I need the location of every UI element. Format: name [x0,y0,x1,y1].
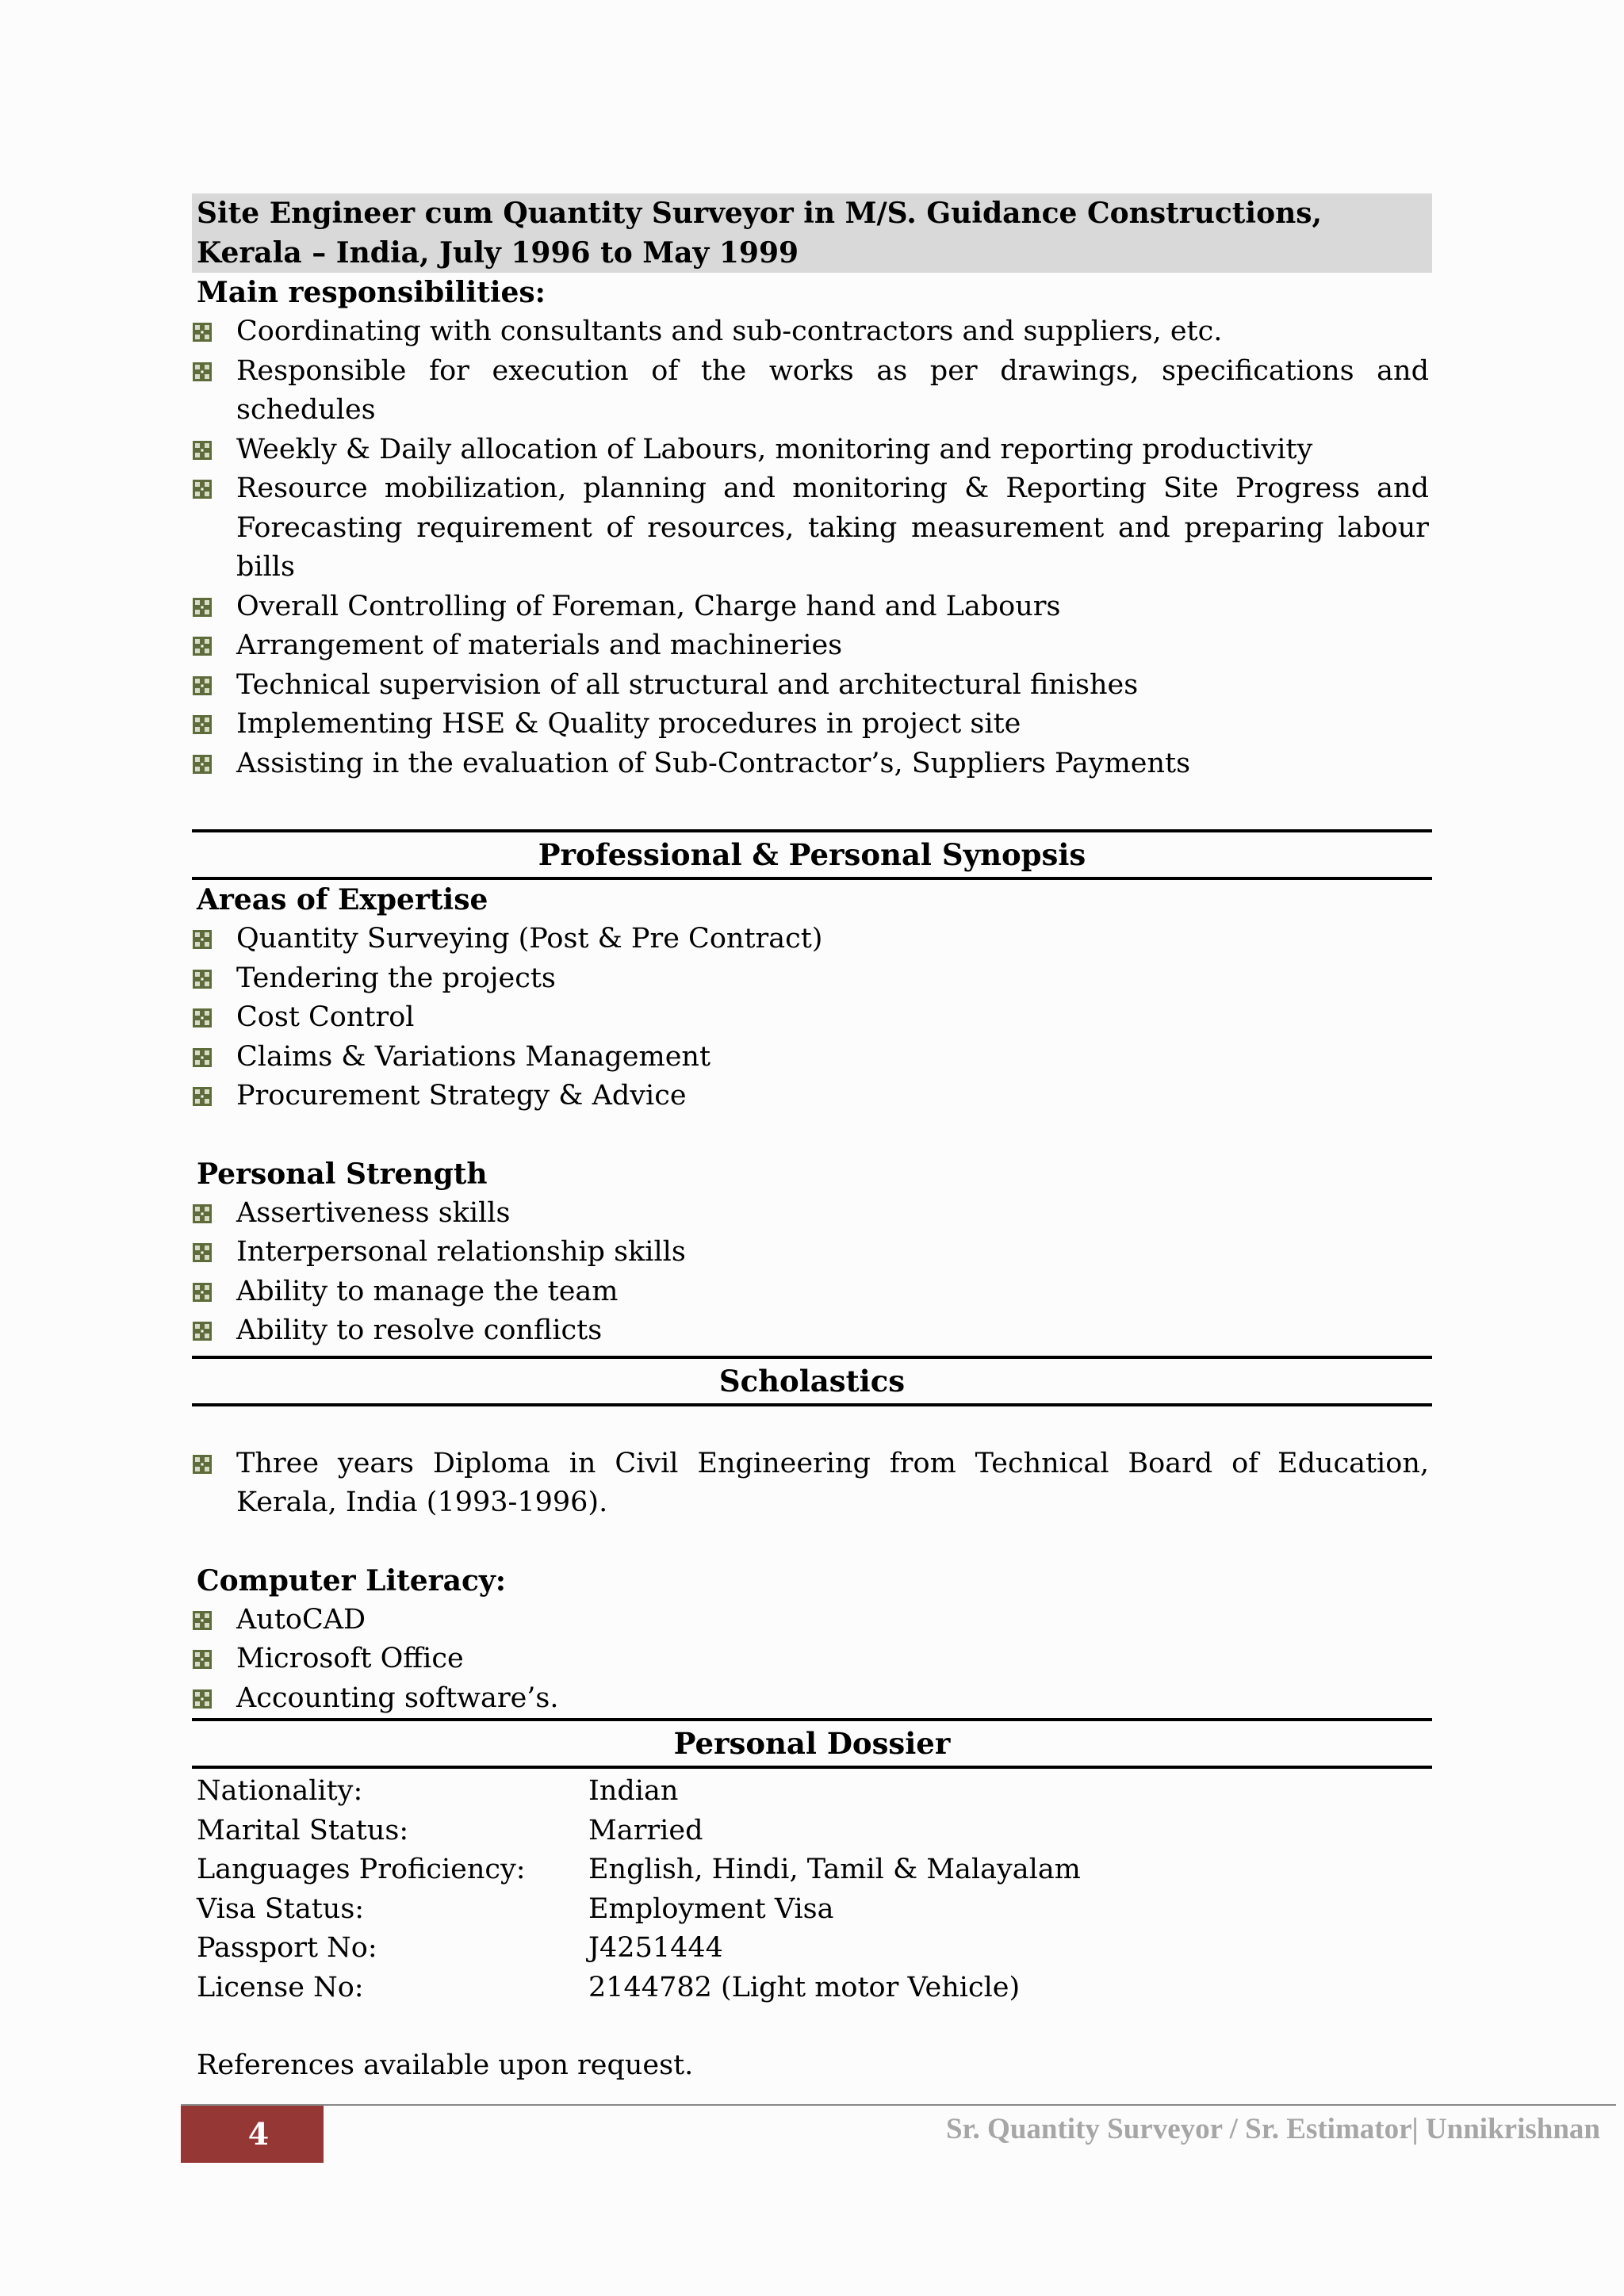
list-item-text: Interpersonal relationship skills [236,1236,686,1268]
resume-page-content [192,193,1432,2085]
page-footer [181,2104,1616,2163]
list-item-text: Implementing HSE & Quality procedures in project site [236,708,1021,740]
dossier-row [192,1812,1432,1851]
expertise-heading: Areas of Expertise [197,883,488,916]
list-item-text: Arrangement of materials and machineries [236,629,843,661]
dossier-table [192,1772,1432,2007]
list-item-text: Claims & Variations Management [236,1040,711,1073]
list-item-text: Coordinating with consultants and sub-contractors and suppliers, etc. [236,316,1223,347]
strength-heading: Personal Strength [197,1157,488,1191]
dossier-label: Marital Status: [197,1814,409,1846]
square-bullet-icon [192,322,213,342]
square-bullet-icon [192,1689,213,1709]
list-item-text: Assisting in the evaluation of Sub-Contractor’s, Suppliers Payments [236,747,1191,779]
list-item [192,587,1432,627]
list-item [192,744,1432,784]
list-item-text: AutoCAD [236,1603,366,1636]
square-bullet-icon [192,714,213,735]
list-item [192,959,1432,999]
list-item [192,430,1432,470]
responsibilities-heading: Main responsibilities: [197,276,546,309]
list-item [192,626,1432,666]
list-item [192,312,1432,352]
list-item-text: Accounting software’s. [236,1682,559,1714]
dossier-label: Passport No: [197,1932,377,1964]
computer-list [192,1601,1432,1719]
square-bullet-icon [192,1242,213,1263]
list-item-text: Procurement Strategy & Advice [236,1080,687,1112]
list-item [192,920,1432,959]
list-item-text: Overall Controlling of Foreman, Charge hand and Labours [236,590,1061,622]
dossier-label: Visa Status: [197,1892,365,1925]
list-item [192,1038,1432,1077]
list-item [192,705,1432,744]
list-item [192,666,1432,706]
square-bullet-icon [192,675,213,696]
responsibilities-list [192,312,1432,783]
dossier-label: Nationality: [197,1775,363,1807]
list-item [192,469,1432,587]
dossier-value: Employment Visa [588,1892,834,1925]
list-item-text: Quantity Surveying (Post & Pre Contract) [236,923,823,955]
list-item [192,1640,1432,1679]
square-bullet-icon [192,479,213,499]
dossier-value: 2144782 (Light motor Vehicle) [588,1971,1021,2003]
square-bullet-icon [192,1047,213,1068]
scholastics-list [192,1445,1432,1523]
dossier-row [192,1772,1432,1812]
square-bullet-icon [192,597,213,618]
square-bullet-icon [192,1086,213,1107]
list-item-text: Three years Diploma in Civil Engineering from Technical Board of Education, Kerala, India (1993-1996). [236,1447,1429,1518]
list-item [192,1194,1432,1234]
dossier-value: J4251444 [588,1932,723,1964]
square-bullet-icon [192,1610,213,1631]
dossier-label: License No: [197,1971,364,2003]
list-item-text: Weekly & Daily allocation of Labours, monitoring and reporting productivity [236,433,1313,465]
list-item-text: Tendering the projects [236,962,556,994]
list-item-text: Assertiveness skills [236,1196,511,1229]
square-bullet-icon [192,1649,213,1670]
section-title: Professional & Personal Synopsis [538,837,1086,872]
square-bullet-icon [192,929,213,950]
footer-title: Sr. Quantity Surveyor / Sr. Estimator| Unnikrishnan [945,2113,1600,2145]
dossier-label: Languages Proficiency: [197,1854,526,1885]
computer-literacy-heading: Computer Literacy: [197,1563,507,1598]
list-item [192,998,1432,1038]
list-item-text: Ability to resolve conflicts [236,1314,603,1346]
list-item [192,1077,1432,1116]
references-note: References available upon request. [197,2049,694,2081]
list-item-text: Responsible for execution of the works as per drawings, specifications and schedules [236,354,1429,426]
synopsis-section-header [192,829,1432,880]
square-bullet-icon [192,440,213,461]
list-item [192,1311,1432,1351]
square-bullet-icon [192,1282,213,1303]
list-item [192,1445,1432,1523]
list-item-text: Resource mobilization, planning and monitoring & Reporting Site Progress and Forecasting requirement of resources, taking measurement and preparing labour bills [236,473,1429,583]
dossier-section-header [192,1718,1432,1769]
list-item-text: Ability to manage the team [236,1275,619,1307]
square-bullet-icon [192,1008,213,1028]
list-item [192,1679,1432,1719]
list-item-text: Microsoft Office [236,1643,464,1674]
list-item [192,352,1432,430]
expertise-list [192,920,1432,1116]
square-bullet-icon [192,754,213,775]
list-item [192,1601,1432,1640]
list-item [192,1272,1432,1312]
square-bullet-icon [192,636,213,656]
square-bullet-icon [192,1321,213,1341]
square-bullet-icon [192,1454,213,1475]
section-title: Scholastics [718,1363,906,1399]
square-bullet-icon [192,362,213,382]
square-bullet-icon [192,1203,213,1224]
page-number: 4 [181,2106,324,2163]
dossier-value: Indian [588,1775,679,1807]
dossier-row [192,1890,1432,1930]
list-item-text: Technical supervision of all structural and architectural finishes [236,668,1139,701]
square-bullet-icon [192,969,213,989]
job-title: Site Engineer cum Quantity Surveyor in M/S. Guidance Constructions, Kerala – India, July 1996 to May 1999 [192,193,1432,273]
list-item-text: Cost Control [236,1001,415,1033]
strength-list [192,1194,1432,1351]
dossier-row [192,1929,1432,1969]
dossier-row [192,1850,1432,1890]
list-item [192,1233,1432,1272]
scholastics-section-header [192,1356,1432,1406]
dossier-value: English, Hindi, Tamil & Malayalam [588,1854,1081,1885]
dossier-value: Married [588,1814,703,1846]
section-title: Personal Dossier [673,1726,951,1761]
dossier-row [192,1969,1432,2008]
